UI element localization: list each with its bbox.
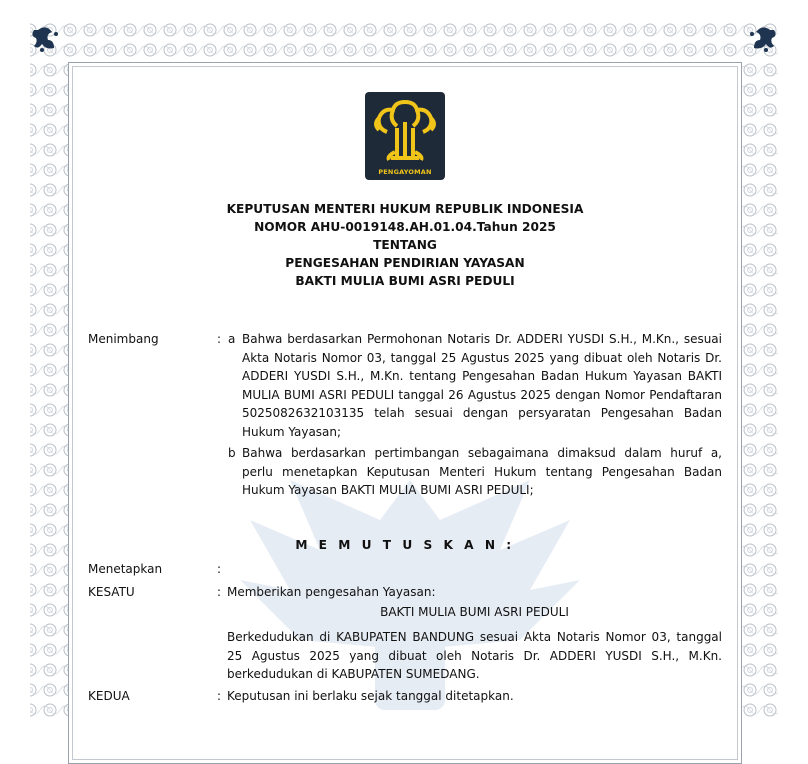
kesatu-intro: Memberikan pengesahan Yayasan: [227, 585, 436, 599]
logo-caption: PENGAYOMAN [378, 168, 432, 176]
decree-title: KEPUTUSAN MENTERI HUKUM REPUBLIK INDONESIA [226, 202, 584, 216]
foundation-name-heading: BAKTI MULIA BUMI ASRI PEDULI [295, 274, 515, 288]
kesatu-label: KESATU [88, 585, 135, 599]
menimbang-marker-b: b [228, 446, 236, 460]
pengayoman-logo [365, 92, 445, 180]
menimbang-label: Menimbang [88, 332, 159, 346]
kesatu-foundation-name: BAKTI MULIA BUMI ASRI PEDULI [380, 605, 569, 619]
menimbang-marker-a: a [228, 332, 236, 346]
decree-number: NOMOR AHU-0019148.AH.01.04.Tahun 2025 [254, 220, 556, 234]
pengayoman-emblem-icon [365, 92, 445, 180]
decree-about: TENTANG [373, 238, 437, 252]
memutuskan-heading: M E M U T U S K A N : [295, 538, 515, 552]
kesatu-colon: : [217, 585, 222, 599]
kesatu-detail: Berkedudukan di KABUPATEN BANDUNG sesuai Akta Notaris Nomor 03, tanggal 25 Agustus 2025 yang dibuat oleh Notaris Dr. ADDERI YUSDI S.H., M.Kn. berkedudukan di KABUPATEN SUMEDANG. [227, 630, 722, 681]
menimbang-item-a: Bahwa berdasarkan Permohonan Notaris Dr. ADDERI YUSDI S.H., M.Kn., sesuai Akta Notaris Nomor 03, tanggal 25 Agustus 2025 yang dibuat oleh Notaris Dr. ADDERI YUSDI S.H., M.Kn. tentang Pengesahan Badan Hukum Yayasan BAKTI MULIA BUMI ASRI PEDULI tanggal 26 Agustus 2025 dengan Nomor Pendaftaran 5025082632103135 telah sesuai dengan persyaratan Pengesahan Badan Hukum Yayasan; [242, 332, 722, 439]
decree-subject: PENGESAHAN PENDIRIAN YAYASAN [285, 256, 525, 270]
kedua-text: Keputusan ini berlaku sejak tanggal ditetapkan. [227, 689, 514, 703]
kedua-colon: : [217, 689, 222, 703]
kedua-label: KEDUA [88, 689, 130, 703]
menimbang-item-b: Bahwa berdasarkan pertimbangan sebagaimana dimaksud dalam huruf a, perlu menetapkan Keputusan Menteri Hukum tentang Pengesahan Badan Hukum Yayasan BAKTI MULIA BUMI ASRI PEDULI; [242, 446, 722, 497]
menetapkan-colon: : [217, 562, 222, 576]
menetapkan-label: Menetapkan [88, 562, 163, 576]
menimbang-colon: : [217, 332, 222, 346]
